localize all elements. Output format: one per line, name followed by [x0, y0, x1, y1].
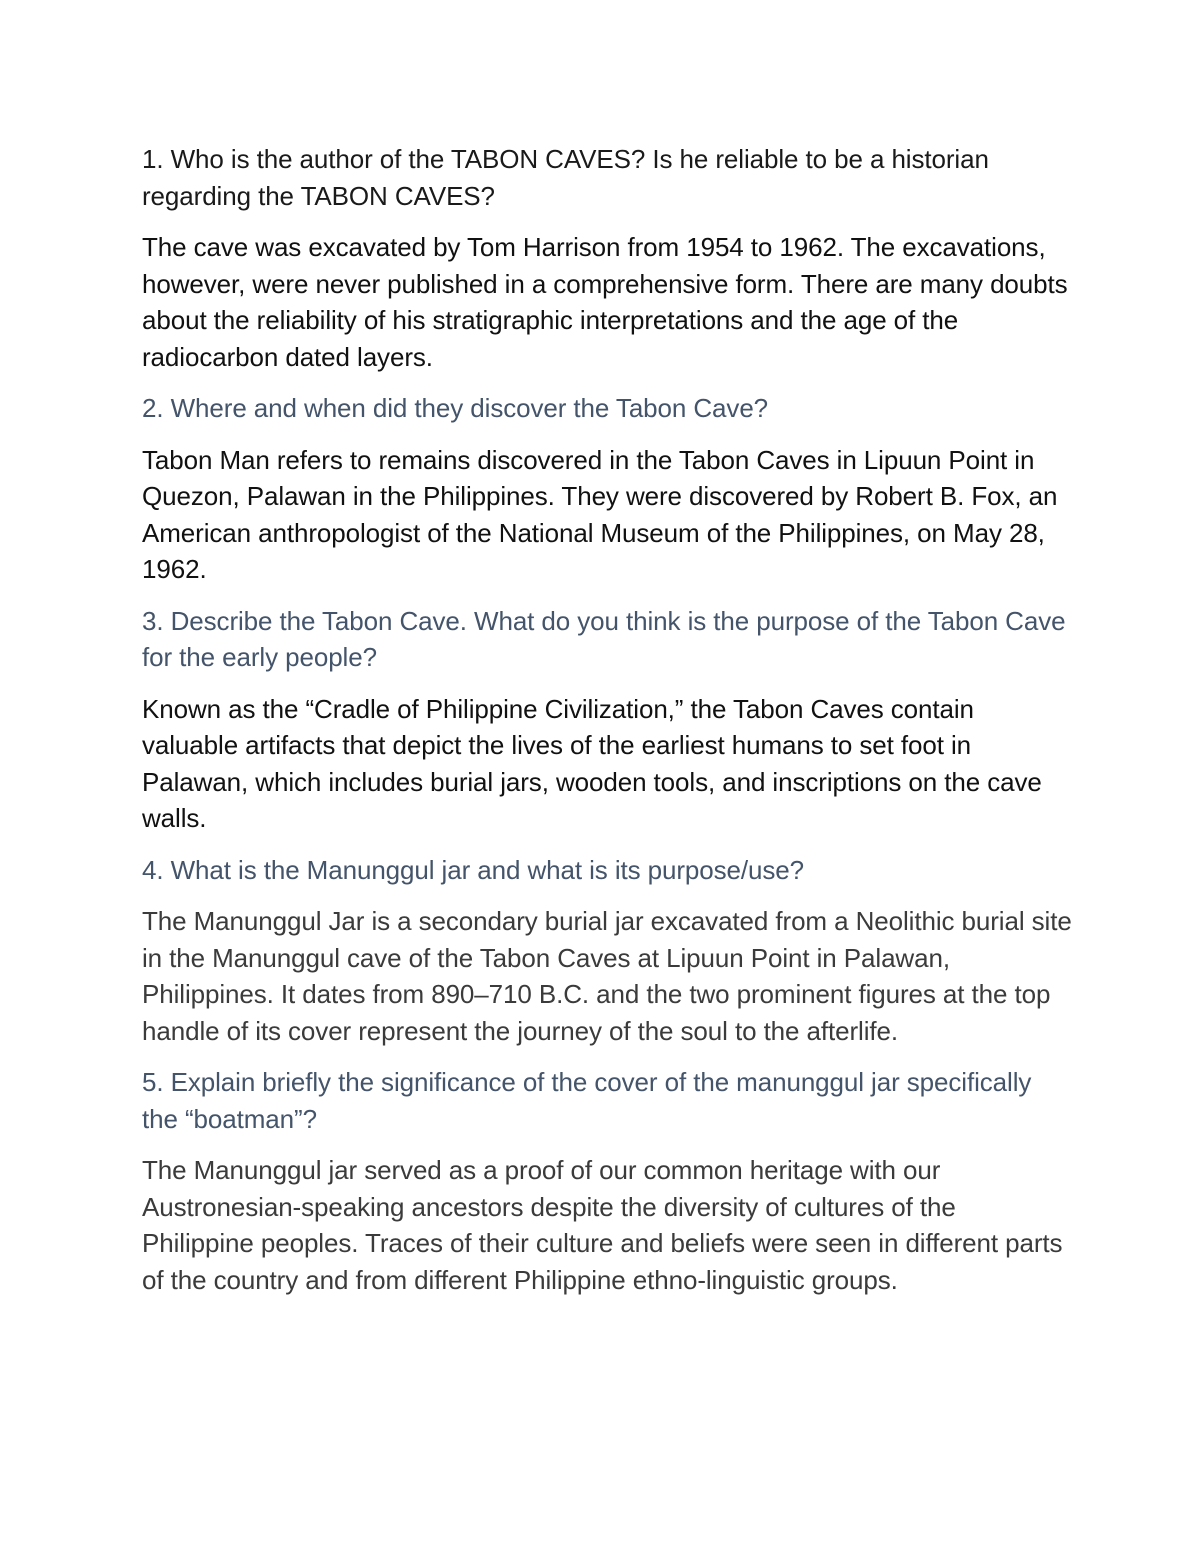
document-page	[142, 141, 1072, 1313]
answer-2: Tabon Man refers to remains discovered in the Tabon Caves in Lipuun Point in Quezon, Palawan in the Philippines. They were discovered by Robert B. Fox, an American anthropologist of the National Museum of the Philippines, on May 28, 1962.	[142, 444, 1058, 584]
answer-1: The cave was excavated by Tom Harrison from 1954 to 1962. The excavations, however, were never published in a comprehensive form. There are many doubts about the reliability of his stratigraphic interpretations and the age of the radiocarbon dated layers.	[142, 232, 1068, 372]
answer-4: The Manunggul Jar is a secondary burial jar excavated from a Neolithic burial site in the Manunggul cave of the Tabon Caves at Lipuun Point in Palawan, Philippines. It dates from 890–710 B.C. and the two prominent figures at the top handle of its cover represent the journey of the soul to the afterlife.	[142, 906, 1072, 1046]
answer-5: The Manunggul jar served as a proof of our common heritage with our Austronesian-speaking ancestors despite the diversity of cultures of the Philippine peoples. Traces of their culture and beliefs were seen in different parts of the country and from different Philippine ethno-linguistic groups.	[142, 1155, 1063, 1295]
question-2: 2. Where and when did they discover the Tabon Cave?	[142, 393, 769, 423]
question-4: 4. What is the Manunggul jar and what is its purpose/use?	[142, 854, 805, 885]
answer-3: Known as the “Cradle of Philippine Civilization,” the Tabon Caves contain valuable artifacts that depict the lives of the earliest humans to set foot in Palawan, which includes burial jars, wooden tools, and inscriptions on the cave walls.	[142, 693, 1042, 833]
question-3: 3. Describe the Tabon Cave. What do you think is the purpose of the Tabon Cave for the early people?	[142, 605, 1066, 672]
question-1: 1. Who is the author of the TABON CAVES? Is he reliable to be a historian regarding the TABON CAVES?	[142, 144, 989, 211]
question-5: 5. Explain briefly the significance of the cover of the manunggul jar specifically the “boatman”?	[142, 1067, 1032, 1134]
